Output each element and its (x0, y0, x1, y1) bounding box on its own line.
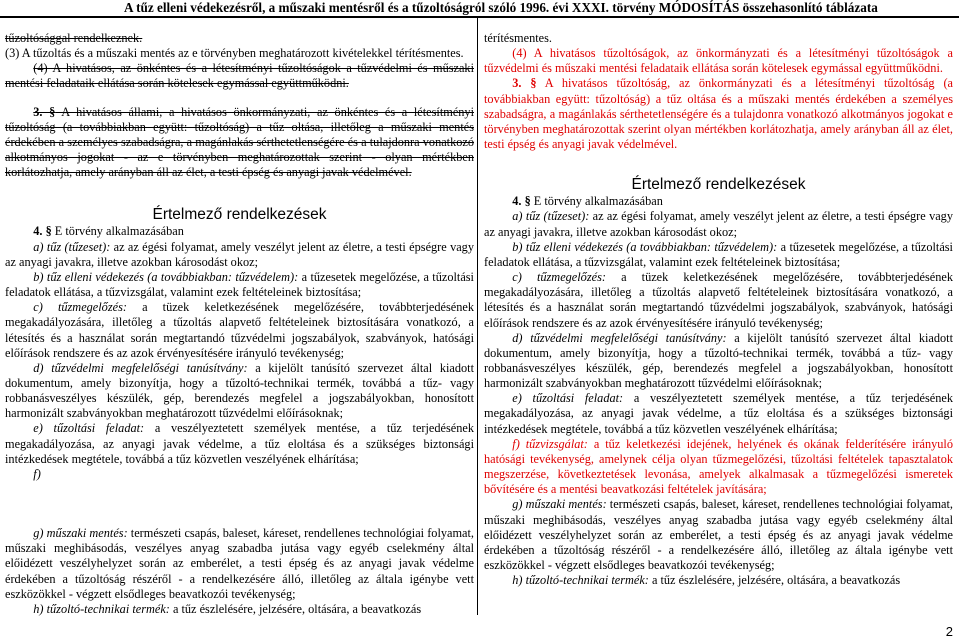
definition: a tüzek keletkezésének megelőzésére, továbbterjedésének megakadályozására, illetőleg a tűzoltás alapvető feltételeinek biztosítására vonatkozó, a létesítés és a használat során megtartandó tűzvédelmi jogszabályok, szabványok, hatósági előírások rendszere és az azok érvényesítésére irányuló tevékenység; (5, 300, 474, 360)
right-top-fragment: térítésmentes. (484, 31, 552, 45)
term: g) műszaki mentés: (33, 526, 128, 541)
spacer (5, 180, 474, 204)
right-column-amended (484, 31, 953, 588)
right-def-c (484, 270, 953, 331)
term: b) tűz elleni védekezés (a továbbiakban: tűzvédelem): (512, 239, 778, 254)
right-def-g (484, 497, 953, 573)
document-header: A tűz elleni védekezésről, a műszaki mentésről és a tűzoltóságról szóló 1996. évi XXXI. törvény MÓDOSÍTÁS összehasonlító táblázata (124, 0, 878, 15)
left-def-a (5, 240, 474, 270)
term: h) tűzoltó-technikai termék: (512, 573, 649, 588)
term: g) műszaki mentés: (512, 497, 607, 512)
term: d) tűzvédelmi megfelelőségi tanúsítvány: (512, 330, 727, 345)
section-number: 3. § (33, 104, 56, 119)
spacer (5, 92, 474, 105)
right-def-a (484, 209, 953, 239)
right-section-3 (484, 76, 953, 152)
definition: az az égési folyamat, amely veszélyt jelent az életre, a testi épségre vagy az anyagi javakra, illetve azokban károsodást okoz; (5, 239, 474, 269)
left-section-3 (5, 105, 474, 181)
term: b) tűz elleni védekezés (a továbbiakban: tűzvédelem): (33, 269, 299, 284)
left-section-title: Értelmező rendelkezések (152, 206, 327, 224)
definition: a veszélyeztetett személyek mentése, a tűz terjedésének megakadályozása, az anyagi javak védelme, a tűz eloltása és a szükséges biztonsági intézkedések megtétele, továbbá a tűz közvetlen veszélyének elhárítása; (484, 391, 953, 436)
left-def-f (5, 467, 474, 482)
left-para-3: (3) A tűzoltás és a műszaki mentés az e törvényben meghatározott kivételekkel térítésmentes. (5, 46, 464, 61)
right-section-4-intro (484, 194, 953, 209)
section-text: E törvény alkalmazásában (530, 194, 663, 209)
right-def-e (484, 391, 953, 436)
header-rule-bottom (0, 17, 959, 18)
left-section-4-intro (5, 224, 474, 239)
right-def-h (484, 573, 953, 588)
definition: a tűzesetek megelőzése, a tűzoltási feladatok ellátása, a tűzvizsgálat, valamint ezek feltételeinek biztosítása; (5, 269, 474, 300)
left-top-fragment: tűzoltósággal rendelkeznek. (5, 31, 143, 45)
term: f) (33, 466, 41, 481)
left-def-d (5, 361, 474, 422)
definition: a tűzesetek megelőzése, a tűzoltási feladatok ellátása, a tűzvizsgálat, valamint ezek feltételeinek biztosítása; (484, 239, 953, 269)
right-def-d (484, 331, 953, 392)
left-def-e (5, 421, 474, 466)
term: f) tűzvizsgálat: (512, 436, 588, 451)
term: a) tűz (tűzeset): (512, 209, 590, 224)
definition: a kijelölt tanúsító szervezet által kiadott dokumentum, amely bizonyítja, hogy a tűzoltó-technikai termék, továbbá a tűz- vagy robbanásveszélyes készülék, gép, berendezés megfelel a jogszabályokban, honosított harmonizált szabványokban meghatározott tűzvédelmi előírásoknak; (484, 330, 953, 391)
definition: a tűz észlelésére, jelzésére, oltására, a beavatkozás (648, 573, 901, 588)
spacer (5, 482, 474, 526)
section-text: E törvény alkalmazásában (51, 224, 184, 239)
section-number: 4. § (33, 224, 52, 239)
section-number: 3. § (512, 76, 537, 91)
section-text: A hivatásos állami, a hivatásos önkormányzati, az önkéntes és a létesítményi tűzoltóság (a továbbiakban együtt: tűzoltóság) a tűz oltása, illetőleg a műszaki mentés érdekében a személyes szabadságra, a magánlakás sérthetetlenségére és a tulajdonra vonatkozó alkotmányos jogokat - az e törvényben meghatározottak szerint - olyan mértékben korlátozhatja, amely arányban áll az élet, a testi épség és anyagi javak védelmével. (5, 104, 474, 180)
term: e) tűzoltási feladat: (512, 391, 624, 406)
left-column-original (5, 31, 474, 617)
term: c) tűzmegelőzés: (512, 270, 606, 285)
left-def-h (5, 602, 474, 617)
section-number: 4. § (512, 194, 531, 209)
definition: a veszélyeztetett személyek mentése, a tűz terjedésének megakadályozása, az anyagi javak védelme, a tűz eloltása és a szükséges biztonsági intézkedések megtétele, továbbá a tűz közvetlen veszélyének elhárítása; (5, 421, 474, 466)
section-text: A hivatásos tűzoltóság, az önkormányzati és a létesítményi tűzoltóság (a továbbiakban együtt: tűzoltóság) a tűz oltása és a műszaki mentés érdekében a személyes szabadságra, a magánlakás sérthetetlenségére és a tulajdonra vonatkozó alkotmányos jogokat e törvényben meghatározottak szerint olyan mértékben korlátozhatja, amely arányban áll az élet, testi épség és anyagi javak védelmével. (484, 76, 953, 152)
definition: a tűz keletkezési idejének, helyének és okának felderítésére irányuló hatósági tevékenység, amelynek célja olyan tűzmegelőzési, tűzoltási feltételek tapasztalatok megszerzése, következtetések levonása, amelyek alkalmasak a tűzmegelőzési ismeretek bővítésére és a mentési beavatkozási feltételek javítására; (484, 436, 953, 497)
definition: a tüzek keletkezésének megelőzésére, továbbterjedésének megakadályozására, illetőleg a tűzoltás alapvető feltételeinek biztosítására vonatkozó, a létesítés és a használat során megtartandó tűzvédelmi jogszabályok, szabványok, hatósági előírások rendszere és az azok érvényesítésére irányuló tevékenység; (484, 270, 953, 330)
right-def-b (484, 240, 953, 270)
right-def-f (484, 437, 953, 498)
right-section-title: Értelmező rendelkezések (631, 176, 806, 194)
term: h) tűzoltó-technikai termék: (33, 601, 170, 616)
term: d) tűzvédelmi megfelelőségi tanúsítvány: (33, 360, 248, 375)
left-def-c (5, 300, 474, 361)
left-para-4: (4) A hivatásos, az önkéntes és a létesítményi tűzoltóságok a tűzvédelmi és műszaki mentési feladataik ellátása során kötelesek egymással együttműködni. (5, 61, 474, 91)
spacer (484, 152, 953, 176)
page-number: 2 (945, 624, 953, 639)
definition: a tűz észlelésére, jelzésére, oltására, a beavatkozás (169, 601, 422, 616)
definition: természeti csapás, baleset, káreset, rendellenes technológiai folyamat, műszaki meghibásodás, veszélyes anyag szabadba jutása vagy egyéb cselekmény által előidézett veszélyhelyzet során az emberélet, a testi épség és az anyagi javak védelme érdekében a tűzoltóság részéről - a rendelkezésére álló, illetőleg az általa igénybe vett eszközökkel - végzett elsődleges beavatkozói tevékenység; (484, 497, 953, 572)
term: e) tűzoltási feladat: (33, 421, 145, 436)
left-def-b (5, 270, 474, 300)
right-para-4: (4) A hivatásos tűzoltóságok, az önkormányzati és a létesítményi tűzoltóságok a tűzvédelmi és műszaki mentési feladataik ellátása során kötelesek egymással együttműködni. (484, 46, 953, 76)
term: a) tűz (tűzeset): (33, 239, 111, 254)
term: c) tűzmegelőzés: (33, 300, 127, 315)
column-divider (477, 17, 478, 615)
definition: a kijelölt tanúsító szervezet által kiadott dokumentum, amely bizonyítja, hogy a tűzoltó-technikai termék, továbbá a tűz- vagy robbanásveszélyes készülék, gép, berendezés megfelel a jogszabályokban, honosított harmonizált szabványokban meghatározott tűzvédelmi előírásoknak; (5, 360, 474, 421)
definition: az az égési folyamat, amely veszélyt jelent az életre, a testi épségre vagy az anyagi javakra, illetve azokban károsodást okoz; (484, 209, 953, 239)
definition: természeti csapás, baleset, káreset, rendellenes technológiai folyamat, műszaki meghibásodás, veszélyes anyag szabadba jutása vagy egyéb cselekmény által előidézett veszélyhelyzet során az emberélet, a testi épség és az anyagi javak védelme érdekében a tűzoltóság részéről - a rendelkezésére álló, illetőleg az általa igénybe vett eszközökkel - végzett elsődleges beavatkozói tevékenység; (5, 526, 474, 601)
left-def-g (5, 526, 474, 602)
